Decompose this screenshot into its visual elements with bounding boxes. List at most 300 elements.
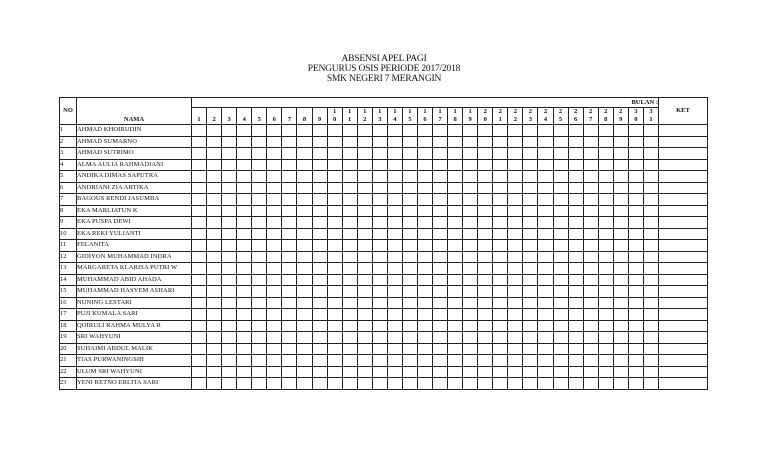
attendance-cell[interactable] [583, 125, 598, 137]
attendance-cell[interactable] [282, 251, 297, 263]
attendance-cell[interactable] [643, 171, 658, 183]
attendance-cell[interactable] [402, 378, 417, 390]
attendance-cell[interactable] [538, 159, 553, 171]
attendance-cell[interactable] [538, 194, 553, 206]
attendance-cell[interactable] [252, 378, 267, 390]
attendance-cell[interactable] [402, 148, 417, 160]
attendance-cell[interactable] [222, 205, 237, 217]
attendance-cell[interactable] [433, 205, 448, 217]
attendance-cell[interactable] [448, 274, 463, 286]
attendance-cell[interactable] [553, 125, 568, 137]
attendance-cell[interactable] [463, 320, 478, 332]
attendance-cell[interactable] [433, 378, 448, 390]
attendance-cell[interactable] [402, 136, 417, 148]
attendance-cell[interactable] [628, 228, 643, 240]
attendance-cell[interactable] [538, 343, 553, 355]
attendance-cell[interactable] [628, 125, 643, 137]
attendance-cell[interactable] [613, 171, 628, 183]
attendance-cell[interactable] [493, 286, 508, 298]
attendance-cell[interactable] [508, 240, 523, 252]
attendance-cell[interactable] [267, 194, 282, 206]
attendance-cell[interactable] [192, 217, 207, 229]
attendance-cell[interactable] [553, 217, 568, 229]
attendance-cell[interactable] [583, 332, 598, 344]
attendance-cell[interactable] [297, 297, 312, 309]
attendance-cell[interactable] [282, 182, 297, 194]
attendance-cell[interactable] [357, 240, 372, 252]
attendance-cell[interactable] [478, 320, 493, 332]
attendance-cell[interactable] [222, 286, 237, 298]
note-cell[interactable] [659, 355, 708, 367]
attendance-cell[interactable] [342, 286, 357, 298]
attendance-cell[interactable] [493, 171, 508, 183]
attendance-cell[interactable] [222, 228, 237, 240]
attendance-cell[interactable] [463, 297, 478, 309]
attendance-cell[interactable] [643, 240, 658, 252]
attendance-cell[interactable] [598, 182, 613, 194]
attendance-cell[interactable] [387, 366, 402, 378]
attendance-cell[interactable] [598, 148, 613, 160]
attendance-cell[interactable] [297, 343, 312, 355]
attendance-cell[interactable] [297, 355, 312, 367]
attendance-cell[interactable] [538, 274, 553, 286]
attendance-cell[interactable] [463, 159, 478, 171]
attendance-cell[interactable] [433, 148, 448, 160]
attendance-cell[interactable] [598, 159, 613, 171]
attendance-cell[interactable] [628, 159, 643, 171]
attendance-cell[interactable] [237, 378, 252, 390]
attendance-cell[interactable] [538, 228, 553, 240]
attendance-cell[interactable] [282, 332, 297, 344]
attendance-cell[interactable] [538, 240, 553, 252]
attendance-cell[interactable] [508, 355, 523, 367]
attendance-cell[interactable] [628, 309, 643, 321]
attendance-cell[interactable] [267, 136, 282, 148]
attendance-cell[interactable] [553, 194, 568, 206]
attendance-cell[interactable] [553, 309, 568, 321]
attendance-cell[interactable] [387, 274, 402, 286]
attendance-cell[interactable] [463, 251, 478, 263]
attendance-cell[interactable] [493, 274, 508, 286]
attendance-cell[interactable] [628, 355, 643, 367]
attendance-cell[interactable] [207, 228, 222, 240]
note-cell[interactable] [659, 228, 708, 240]
attendance-cell[interactable] [553, 274, 568, 286]
attendance-cell[interactable] [417, 148, 432, 160]
attendance-cell[interactable] [402, 182, 417, 194]
attendance-cell[interactable] [463, 125, 478, 137]
attendance-cell[interactable] [282, 378, 297, 390]
attendance-cell[interactable] [583, 263, 598, 275]
attendance-cell[interactable] [357, 159, 372, 171]
attendance-cell[interactable] [598, 263, 613, 275]
attendance-cell[interactable] [222, 263, 237, 275]
attendance-cell[interactable] [327, 332, 342, 344]
attendance-cell[interactable] [387, 320, 402, 332]
attendance-cell[interactable] [237, 171, 252, 183]
attendance-cell[interactable] [643, 182, 658, 194]
note-cell[interactable] [659, 251, 708, 263]
attendance-cell[interactable] [297, 182, 312, 194]
attendance-cell[interactable] [327, 171, 342, 183]
attendance-cell[interactable] [357, 251, 372, 263]
attendance-cell[interactable] [463, 228, 478, 240]
attendance-cell[interactable] [207, 159, 222, 171]
attendance-cell[interactable] [267, 274, 282, 286]
attendance-cell[interactable] [493, 125, 508, 137]
attendance-cell[interactable] [448, 148, 463, 160]
attendance-cell[interactable] [342, 332, 357, 344]
attendance-cell[interactable] [207, 332, 222, 344]
attendance-cell[interactable] [327, 320, 342, 332]
attendance-cell[interactable] [538, 148, 553, 160]
attendance-cell[interactable] [613, 320, 628, 332]
attendance-cell[interactable] [357, 194, 372, 206]
attendance-cell[interactable] [192, 332, 207, 344]
attendance-cell[interactable] [342, 217, 357, 229]
attendance-cell[interactable] [237, 343, 252, 355]
attendance-cell[interactable] [538, 205, 553, 217]
attendance-cell[interactable] [463, 240, 478, 252]
attendance-cell[interactable] [282, 263, 297, 275]
attendance-cell[interactable] [417, 355, 432, 367]
note-cell[interactable] [659, 309, 708, 321]
attendance-cell[interactable] [357, 148, 372, 160]
attendance-cell[interactable] [417, 297, 432, 309]
attendance-cell[interactable] [613, 355, 628, 367]
attendance-cell[interactable] [463, 136, 478, 148]
attendance-cell[interactable] [312, 148, 327, 160]
attendance-cell[interactable] [568, 182, 583, 194]
attendance-cell[interactable] [417, 286, 432, 298]
attendance-cell[interactable] [342, 320, 357, 332]
attendance-cell[interactable] [297, 332, 312, 344]
attendance-cell[interactable] [297, 194, 312, 206]
attendance-cell[interactable] [237, 182, 252, 194]
attendance-cell[interactable] [192, 205, 207, 217]
attendance-cell[interactable] [342, 194, 357, 206]
attendance-cell[interactable] [357, 274, 372, 286]
attendance-cell[interactable] [598, 240, 613, 252]
attendance-cell[interactable] [433, 182, 448, 194]
attendance-cell[interactable] [583, 217, 598, 229]
attendance-cell[interactable] [372, 136, 387, 148]
attendance-cell[interactable] [433, 320, 448, 332]
attendance-cell[interactable] [448, 159, 463, 171]
attendance-cell[interactable] [583, 343, 598, 355]
attendance-cell[interactable] [448, 320, 463, 332]
attendance-cell[interactable] [312, 125, 327, 137]
attendance-cell[interactable] [523, 378, 538, 390]
attendance-cell[interactable] [222, 309, 237, 321]
attendance-cell[interactable] [568, 194, 583, 206]
attendance-cell[interactable] [583, 355, 598, 367]
attendance-cell[interactable] [402, 171, 417, 183]
attendance-cell[interactable] [568, 378, 583, 390]
attendance-cell[interactable] [222, 366, 237, 378]
attendance-cell[interactable] [463, 148, 478, 160]
attendance-cell[interactable] [357, 182, 372, 194]
attendance-cell[interactable] [192, 343, 207, 355]
attendance-cell[interactable] [448, 297, 463, 309]
attendance-cell[interactable] [282, 171, 297, 183]
attendance-cell[interactable] [402, 332, 417, 344]
attendance-cell[interactable] [237, 297, 252, 309]
attendance-cell[interactable] [448, 136, 463, 148]
attendance-cell[interactable] [327, 159, 342, 171]
attendance-cell[interactable] [523, 205, 538, 217]
attendance-cell[interactable] [387, 136, 402, 148]
attendance-cell[interactable] [643, 309, 658, 321]
attendance-cell[interactable] [312, 309, 327, 321]
attendance-cell[interactable] [372, 240, 387, 252]
attendance-cell[interactable] [372, 366, 387, 378]
attendance-cell[interactable] [192, 309, 207, 321]
attendance-cell[interactable] [342, 309, 357, 321]
note-cell[interactable] [659, 159, 708, 171]
attendance-cell[interactable] [493, 251, 508, 263]
attendance-cell[interactable] [297, 274, 312, 286]
attendance-cell[interactable] [493, 355, 508, 367]
attendance-cell[interactable] [598, 228, 613, 240]
attendance-cell[interactable] [312, 217, 327, 229]
attendance-cell[interactable] [282, 217, 297, 229]
attendance-cell[interactable] [568, 125, 583, 137]
attendance-cell[interactable] [448, 171, 463, 183]
attendance-cell[interactable] [628, 263, 643, 275]
attendance-cell[interactable] [523, 228, 538, 240]
attendance-cell[interactable] [237, 148, 252, 160]
attendance-cell[interactable] [568, 240, 583, 252]
attendance-cell[interactable] [478, 355, 493, 367]
attendance-cell[interactable] [478, 366, 493, 378]
attendance-cell[interactable] [523, 366, 538, 378]
attendance-cell[interactable] [523, 274, 538, 286]
attendance-cell[interactable] [312, 251, 327, 263]
attendance-cell[interactable] [357, 297, 372, 309]
attendance-cell[interactable] [312, 286, 327, 298]
attendance-cell[interactable] [387, 125, 402, 137]
attendance-cell[interactable] [372, 343, 387, 355]
attendance-cell[interactable] [372, 309, 387, 321]
attendance-cell[interactable] [598, 286, 613, 298]
attendance-cell[interactable] [342, 125, 357, 137]
attendance-cell[interactable] [478, 171, 493, 183]
attendance-cell[interactable] [237, 309, 252, 321]
attendance-cell[interactable] [448, 366, 463, 378]
attendance-cell[interactable] [222, 343, 237, 355]
attendance-cell[interactable] [342, 343, 357, 355]
attendance-cell[interactable] [192, 125, 207, 137]
attendance-cell[interactable] [387, 228, 402, 240]
attendance-cell[interactable] [372, 378, 387, 390]
attendance-cell[interactable] [372, 263, 387, 275]
attendance-cell[interactable] [553, 378, 568, 390]
attendance-cell[interactable] [478, 263, 493, 275]
attendance-cell[interactable] [207, 251, 222, 263]
attendance-cell[interactable] [312, 240, 327, 252]
attendance-cell[interactable] [478, 159, 493, 171]
attendance-cell[interactable] [297, 171, 312, 183]
attendance-cell[interactable] [583, 251, 598, 263]
attendance-cell[interactable] [568, 297, 583, 309]
attendance-cell[interactable] [433, 297, 448, 309]
attendance-cell[interactable] [252, 366, 267, 378]
attendance-cell[interactable] [508, 332, 523, 344]
attendance-cell[interactable] [252, 309, 267, 321]
attendance-cell[interactable] [553, 148, 568, 160]
attendance-cell[interactable] [372, 148, 387, 160]
attendance-cell[interactable] [553, 159, 568, 171]
attendance-cell[interactable] [192, 286, 207, 298]
attendance-cell[interactable] [538, 320, 553, 332]
attendance-cell[interactable] [493, 240, 508, 252]
attendance-cell[interactable] [568, 320, 583, 332]
attendance-cell[interactable] [463, 366, 478, 378]
attendance-cell[interactable] [508, 194, 523, 206]
attendance-cell[interactable] [282, 228, 297, 240]
attendance-cell[interactable] [538, 125, 553, 137]
attendance-cell[interactable] [357, 320, 372, 332]
attendance-cell[interactable] [312, 274, 327, 286]
attendance-cell[interactable] [372, 332, 387, 344]
attendance-cell[interactable] [372, 297, 387, 309]
attendance-cell[interactable] [613, 182, 628, 194]
attendance-cell[interactable] [417, 240, 432, 252]
attendance-cell[interactable] [372, 274, 387, 286]
attendance-cell[interactable] [207, 148, 222, 160]
attendance-cell[interactable] [417, 263, 432, 275]
attendance-cell[interactable] [463, 217, 478, 229]
attendance-cell[interactable] [237, 159, 252, 171]
attendance-cell[interactable] [402, 125, 417, 137]
attendance-cell[interactable] [267, 263, 282, 275]
attendance-cell[interactable] [628, 182, 643, 194]
attendance-cell[interactable] [267, 205, 282, 217]
attendance-cell[interactable] [417, 309, 432, 321]
attendance-cell[interactable] [628, 320, 643, 332]
attendance-cell[interactable] [297, 378, 312, 390]
attendance-cell[interactable] [237, 205, 252, 217]
attendance-cell[interactable] [448, 182, 463, 194]
attendance-cell[interactable] [568, 263, 583, 275]
attendance-cell[interactable] [417, 159, 432, 171]
note-cell[interactable] [659, 194, 708, 206]
attendance-cell[interactable] [327, 182, 342, 194]
attendance-cell[interactable] [583, 228, 598, 240]
attendance-cell[interactable] [372, 251, 387, 263]
attendance-cell[interactable] [312, 332, 327, 344]
attendance-cell[interactable] [643, 297, 658, 309]
attendance-cell[interactable] [523, 309, 538, 321]
attendance-cell[interactable] [598, 274, 613, 286]
attendance-cell[interactable] [417, 251, 432, 263]
attendance-cell[interactable] [192, 355, 207, 367]
note-cell[interactable] [659, 274, 708, 286]
attendance-cell[interactable] [583, 171, 598, 183]
attendance-cell[interactable] [628, 366, 643, 378]
attendance-cell[interactable] [598, 366, 613, 378]
attendance-cell[interactable] [523, 297, 538, 309]
attendance-cell[interactable] [613, 366, 628, 378]
note-cell[interactable] [659, 182, 708, 194]
attendance-cell[interactable] [282, 240, 297, 252]
attendance-cell[interactable] [312, 194, 327, 206]
attendance-cell[interactable] [237, 286, 252, 298]
attendance-cell[interactable] [598, 320, 613, 332]
attendance-cell[interactable] [553, 286, 568, 298]
attendance-cell[interactable] [508, 274, 523, 286]
attendance-cell[interactable] [417, 332, 432, 344]
attendance-cell[interactable] [387, 240, 402, 252]
attendance-cell[interactable] [327, 309, 342, 321]
attendance-cell[interactable] [402, 263, 417, 275]
attendance-cell[interactable] [192, 148, 207, 160]
attendance-cell[interactable] [628, 332, 643, 344]
attendance-cell[interactable] [583, 205, 598, 217]
attendance-cell[interactable] [327, 240, 342, 252]
attendance-cell[interactable] [252, 228, 267, 240]
attendance-cell[interactable] [252, 263, 267, 275]
attendance-cell[interactable] [478, 205, 493, 217]
attendance-cell[interactable] [402, 228, 417, 240]
attendance-cell[interactable] [463, 205, 478, 217]
attendance-cell[interactable] [402, 251, 417, 263]
attendance-cell[interactable] [342, 366, 357, 378]
attendance-cell[interactable] [613, 274, 628, 286]
attendance-cell[interactable] [327, 366, 342, 378]
note-cell[interactable] [659, 240, 708, 252]
attendance-cell[interactable] [553, 171, 568, 183]
attendance-cell[interactable] [252, 286, 267, 298]
attendance-cell[interactable] [252, 182, 267, 194]
attendance-cell[interactable] [583, 274, 598, 286]
attendance-cell[interactable] [357, 332, 372, 344]
attendance-cell[interactable] [523, 182, 538, 194]
attendance-cell[interactable] [553, 182, 568, 194]
attendance-cell[interactable] [643, 125, 658, 137]
attendance-cell[interactable] [252, 125, 267, 137]
note-cell[interactable] [659, 125, 708, 137]
attendance-cell[interactable] [282, 159, 297, 171]
attendance-cell[interactable] [508, 228, 523, 240]
attendance-cell[interactable] [222, 136, 237, 148]
attendance-cell[interactable] [508, 366, 523, 378]
attendance-cell[interactable] [613, 263, 628, 275]
attendance-cell[interactable] [267, 332, 282, 344]
attendance-cell[interactable] [237, 263, 252, 275]
attendance-cell[interactable] [372, 159, 387, 171]
attendance-cell[interactable] [478, 309, 493, 321]
attendance-cell[interactable] [628, 148, 643, 160]
attendance-cell[interactable] [523, 171, 538, 183]
attendance-cell[interactable] [598, 217, 613, 229]
attendance-cell[interactable] [282, 297, 297, 309]
attendance-cell[interactable] [267, 240, 282, 252]
attendance-cell[interactable] [207, 205, 222, 217]
attendance-cell[interactable] [417, 205, 432, 217]
attendance-cell[interactable] [478, 228, 493, 240]
attendance-cell[interactable] [372, 171, 387, 183]
attendance-cell[interactable] [342, 205, 357, 217]
attendance-cell[interactable] [357, 263, 372, 275]
attendance-cell[interactable] [282, 148, 297, 160]
attendance-cell[interactable] [252, 274, 267, 286]
attendance-cell[interactable] [207, 343, 222, 355]
attendance-cell[interactable] [402, 205, 417, 217]
attendance-cell[interactable] [493, 205, 508, 217]
attendance-cell[interactable] [523, 286, 538, 298]
